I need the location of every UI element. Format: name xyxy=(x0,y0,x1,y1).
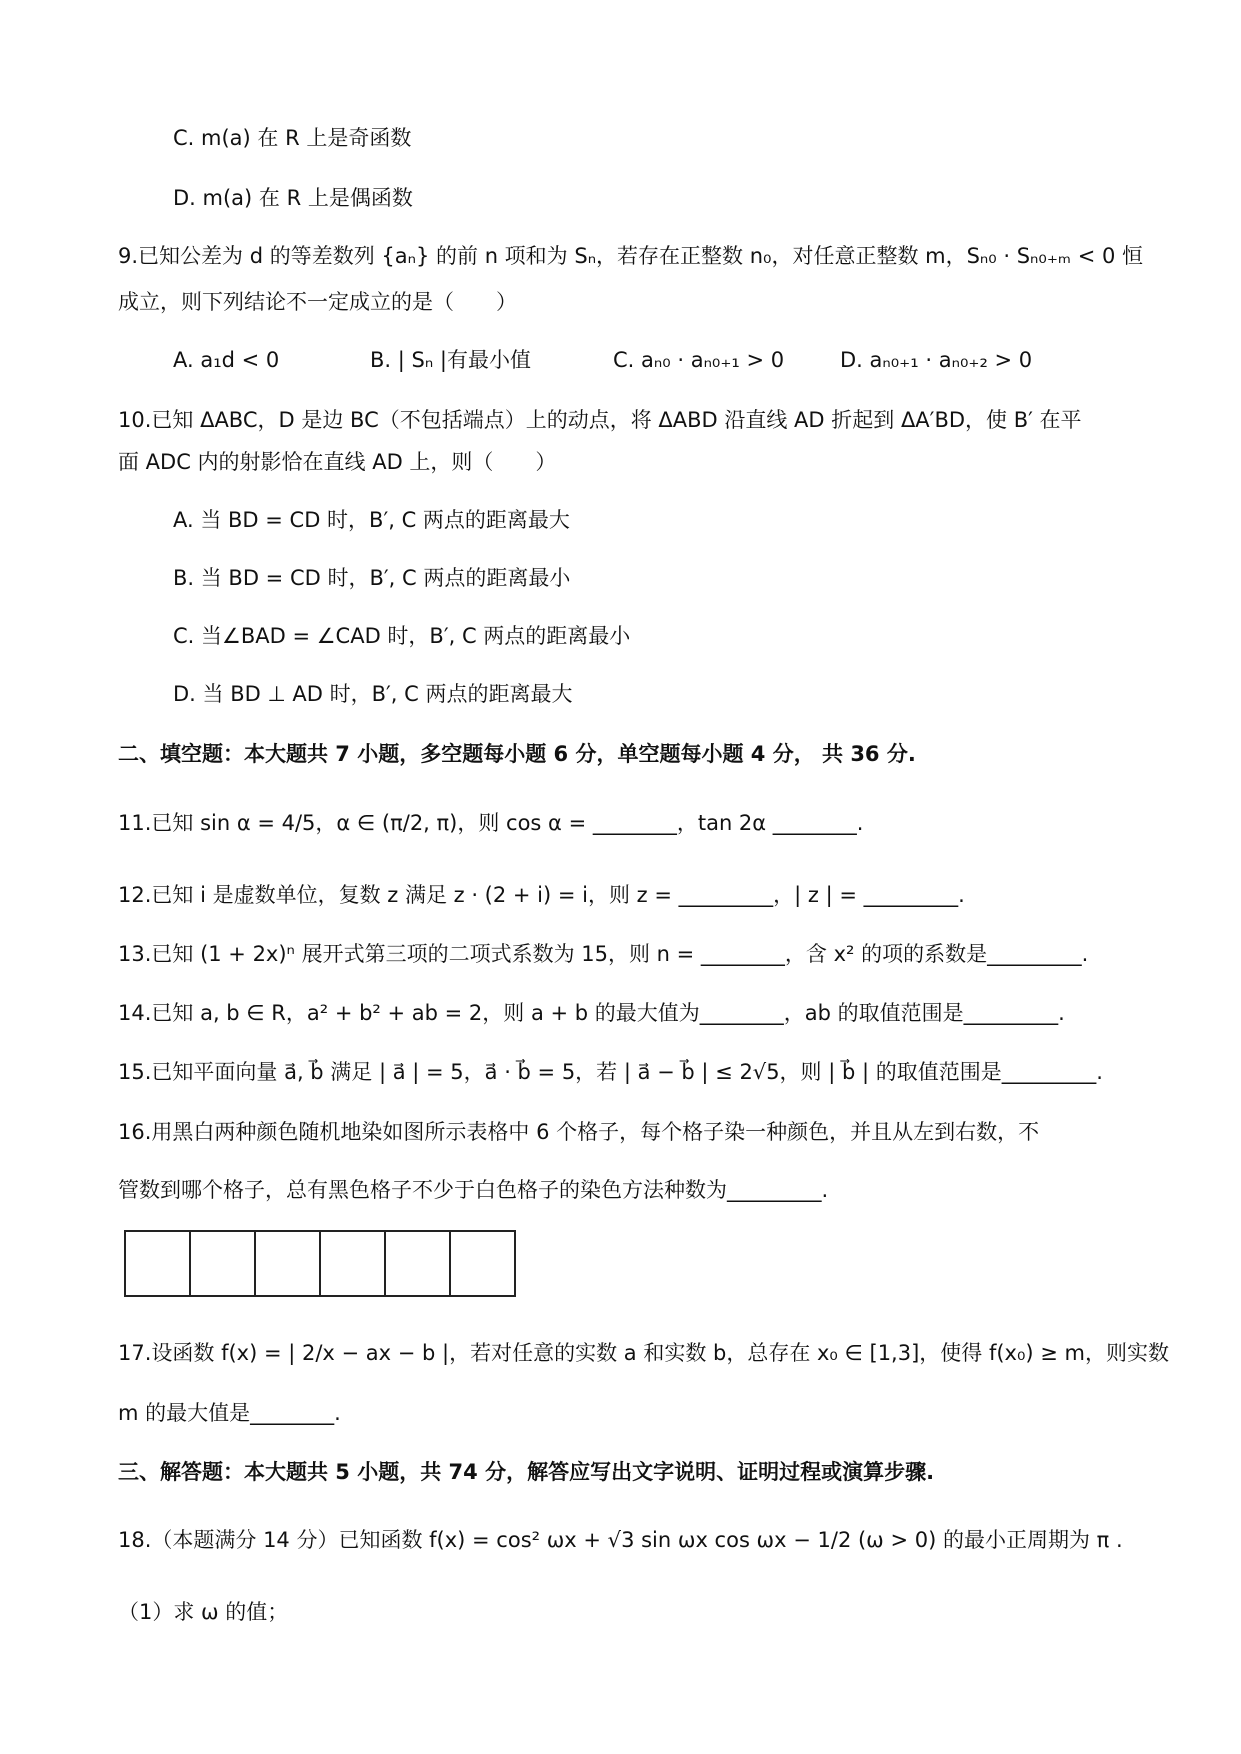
q10-option-d: D. 当 BD ⊥ AD 时，B′, C 两点的距离最大 xyxy=(173,682,573,706)
q9-option-d: D. aₙ₀₊₁ · aₙ₀₊₂ > 0 xyxy=(840,348,1033,372)
q9-option-b: B. | Sₙ |有最小值 xyxy=(370,348,531,372)
q10-stem-line2: 面 ADC 内的射影恰在直线 AD 上，则（ ） xyxy=(118,450,557,474)
q12: 12.已知 i 是虚数单位，复数 z 满足 z · (2 + i) = i，则 z = _________，| z | = _________. xyxy=(118,883,965,907)
grid-cell xyxy=(321,1232,386,1295)
grid-cell xyxy=(451,1232,514,1295)
q16-stem-line1: 16.用黑白两种颜色随机地染如图所示表格中 6 个格子，每个格子染一种颜色，并且从左到右数，不 xyxy=(118,1120,1040,1144)
q9-option-c: C. aₙ₀ · aₙ₀₊₁ > 0 xyxy=(613,348,785,372)
q17-stem-line1: 17.设函数 f(x) = | 2/x − ax − b |，若对任意的实数 a 和实数 b，总存在 x₀ ∈ [1,3]，使得 f(x₀) ≥ m，则实数 xyxy=(118,1341,1169,1365)
q8-option-c: C. m(a) 在 R 上是奇函数 xyxy=(173,126,412,150)
q13: 13.已知 (1 + 2x)ⁿ 展开式第三项的二项式系数为 15，则 n = ________，含 x² 的项的系数是_________. xyxy=(118,942,1089,966)
q10-stem-line1: 10.已知 ΔABC，D 是边 BC（不包括端点）上的动点，将 ΔABD 沿直线 AD 折起到 ΔA′BD，使 B′ 在平 xyxy=(118,408,1082,432)
q9-stem-line2: 成立，则下列结论不一定成立的是（ ） xyxy=(118,290,517,314)
q15: 15.已知平面向量 a⃗, b⃗ 满足 | a⃗ | = 5，a⃗ · b⃗ = 5，若 | a⃗ − b⃗ | ≤ 2√5，则 | b⃗ | 的取值范围是_________. xyxy=(118,1060,1103,1084)
q10-option-c: C. 当∠BAD = ∠CAD 时，B′, C 两点的距离最小 xyxy=(173,624,631,648)
q10-option-a: A. 当 BD = CD 时，B′, C 两点的距离最大 xyxy=(173,508,570,532)
section-2-heading: 二、填空题：本大题共 7 小题，多空题每小题 6 分，单空题每小题 4 分， 共 36 分. xyxy=(118,742,916,766)
grid-cell xyxy=(191,1232,256,1295)
grid-cell xyxy=(256,1232,321,1295)
grid-cell xyxy=(126,1232,191,1295)
q8-option-d: D. m(a) 在 R 上是偶函数 xyxy=(173,186,413,210)
q9-options-row xyxy=(0,345,1241,375)
q16-coloring-grid xyxy=(124,1230,516,1297)
q16-stem-line2: 管数到哪个格子，总有黑色格子不少于白色格子的染色方法种数为_________. xyxy=(118,1178,829,1202)
q18-stem: 18.（本题满分 14 分）已知函数 f(x) = cos² ωx + √3 sin ωx cos ωx − 1/2 (ω > 0) 的最小正周期为 π . xyxy=(118,1528,1123,1552)
section-3-heading: 三、解答题：本大题共 5 小题，共 74 分，解答应写出文字说明、证明过程或演算步骤. xyxy=(118,1460,935,1484)
q9-stem-line1: 9.已知公差为 d 的等差数列 {aₙ} 的前 n 项和为 Sₙ，若存在正整数 n₀，对任意正整数 m，Sₙ₀ · Sₙ₀₊ₘ < 0 恒 xyxy=(118,244,1143,268)
q11: 11.已知 sin α = 4/5，α ∈ (π/2, π)，则 cos α = ________，tan 2α ________. xyxy=(118,811,864,835)
q17-stem-line2: m 的最大值是________. xyxy=(118,1401,341,1425)
q18-part-1: （1）求 ω 的值； xyxy=(118,1600,289,1624)
q9-option-a: A. a₁d < 0 xyxy=(173,348,280,372)
grid-cell xyxy=(386,1232,451,1295)
q10-option-b: B. 当 BD = CD 时，B′, C 两点的距离最小 xyxy=(173,566,571,590)
q14: 14.已知 a, b ∈ R，a² + b² + ab = 2，则 a + b 的最大值为________，ab 的取值范围是_________. xyxy=(118,1001,1065,1025)
